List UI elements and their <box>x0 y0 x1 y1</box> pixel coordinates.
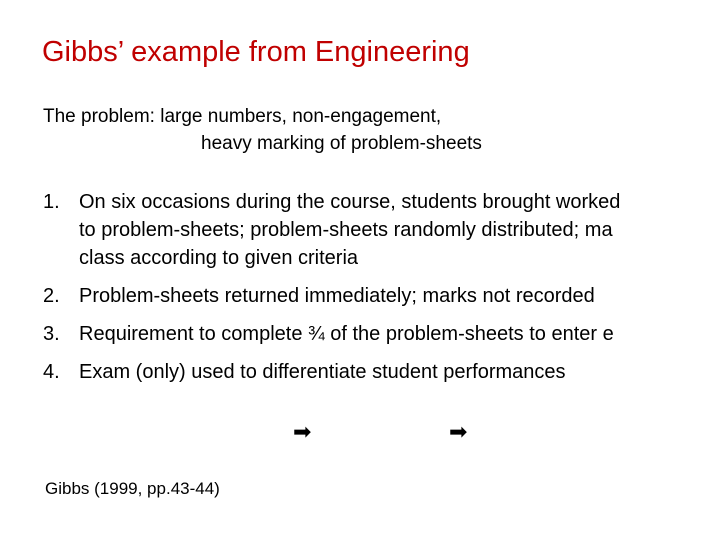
citation: Gibbs (1999, pp.43-44) <box>45 479 220 498</box>
right-arrow-icon: ➡ <box>293 419 312 444</box>
list-item-line: Problem-sheets returned immediately; marks not recorded <box>79 285 595 307</box>
list-item <box>43 358 720 386</box>
problem-statement <box>43 103 482 157</box>
list-item <box>43 320 720 348</box>
list-item-line: to problem-sheets; problem-sheets randomly distributed; ma <box>79 219 613 241</box>
right-arrow-icon: ➡ <box>449 419 468 444</box>
numbered-list <box>43 188 720 386</box>
list-item-line: On six occasions during the course, students brought worked <box>79 191 621 213</box>
problem-line-2: heavy marking of problem-sheets <box>201 133 482 154</box>
list-item-line: Requirement to complete ¾ of the problem-sheets to enter e <box>79 323 614 345</box>
problem-line-1: The problem: large numbers, non-engagement, <box>43 106 442 127</box>
list-item-number: 2. <box>43 285 60 307</box>
slide-title: Gibbs’ example from Engineering <box>42 36 470 68</box>
list-item-line: class according to given criteria <box>79 247 359 269</box>
list-item-number: 4. <box>43 361 60 383</box>
list-item <box>43 282 720 310</box>
list-item-number: 3. <box>43 323 60 345</box>
list-item-line: Exam (only) used to differentiate student performances <box>79 361 566 383</box>
list-item-number: 1. <box>43 191 60 213</box>
list-item <box>43 188 720 272</box>
